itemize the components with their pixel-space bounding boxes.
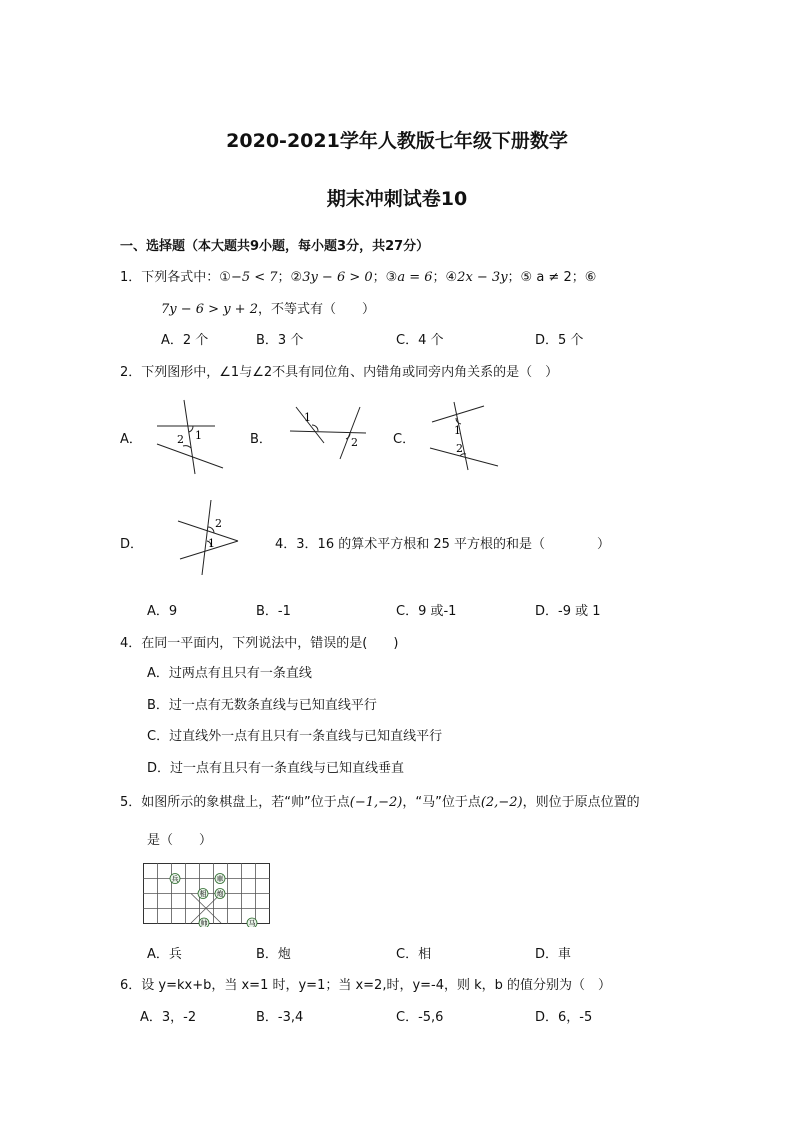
section-header: 一、选择题（本大题共9小题，每小题3分，共27分） bbox=[120, 239, 430, 254]
figure-label-a: A． bbox=[120, 432, 142, 447]
angle-label-2: 2 bbox=[351, 436, 358, 449]
question-6-stem: 6．设 y=kx+b，当 x=1 时，y=1；当 x=2,时，y=-4，则 k，b 的值分别为（ ） bbox=[120, 978, 612, 993]
question-2-stem: 2．下列图形中，∠1与∠2不具有同位角、内错角或同旁内角关系的是（ ） bbox=[120, 365, 559, 380]
question-stem: ，“马”位于点 bbox=[402, 795, 481, 810]
question-5-line-2: 是（ ） bbox=[147, 833, 213, 848]
question-stem: 下列各式中：① bbox=[141, 270, 231, 285]
title-line-1: 2020-2021学年人教版七年级下册数学 bbox=[226, 130, 568, 152]
question-4-stem: 4．在同一平面内，下列说法中，错误的是( ) bbox=[120, 636, 399, 651]
option-c: C．4 个 bbox=[396, 333, 444, 348]
expr-2: 3y − 6 > 0 bbox=[302, 270, 373, 285]
figure-d bbox=[170, 497, 245, 577]
figure-label-c: C． bbox=[393, 432, 416, 447]
piece-ju: 車 bbox=[216, 875, 224, 883]
angle-label-1: 1 bbox=[195, 429, 202, 442]
question-stem-tail: ，不等式有（ ） bbox=[257, 302, 375, 317]
figure-label-b: B． bbox=[250, 432, 272, 447]
separator: ；② bbox=[277, 270, 303, 285]
option-a: A．兵 bbox=[147, 947, 182, 962]
question-1-line-1 bbox=[120, 270, 596, 286]
angle-label-1: 1 bbox=[208, 537, 215, 550]
angle-label-1: 1 bbox=[304, 411, 311, 424]
option-c: C．过直线外一点有且只有一条直线与已知直线平行 bbox=[147, 729, 443, 744]
question-1-line-2 bbox=[161, 302, 375, 318]
option-a: A．2 个 bbox=[161, 333, 209, 348]
point-2: (2,−2) bbox=[480, 795, 523, 810]
separator: ；③ bbox=[372, 270, 398, 285]
separator: ；⑤ a ≠ 2；⑥ bbox=[507, 270, 597, 285]
expr-3: a = 6 bbox=[397, 270, 433, 285]
chess-board-figure bbox=[143, 863, 271, 927]
option-c: C．相 bbox=[396, 947, 432, 962]
question-stem: 5．如图所示的象棋盘上，若“帅”位于点 bbox=[120, 795, 350, 810]
piece-pao: 炮 bbox=[216, 890, 224, 898]
option-c: C．9 或-1 bbox=[396, 604, 457, 619]
option-b: B．-1 bbox=[256, 604, 291, 619]
figure-a bbox=[155, 398, 230, 478]
question-stem: ，则位于原点位置的 bbox=[522, 795, 640, 810]
question-3-stem: 4．3．16 的算术平方根和 25 平方根的和是（ ） bbox=[275, 537, 611, 552]
angle-label-2: 2 bbox=[215, 517, 222, 530]
piece-xiang: 相 bbox=[199, 890, 207, 898]
option-b: B．3 个 bbox=[256, 333, 304, 348]
piece-bing: 兵 bbox=[171, 875, 179, 883]
figure-label-d: D． bbox=[120, 537, 144, 552]
expr-1: −5 < 7 bbox=[230, 270, 278, 285]
option-c: C．-5,6 bbox=[396, 1010, 444, 1025]
option-a: A．过两点有且只有一条直线 bbox=[147, 666, 312, 681]
title-line-2: 期末冲刺试卷10 bbox=[326, 188, 468, 210]
angle-label-1: 1 bbox=[454, 424, 461, 437]
piece-shuai: 帅 bbox=[200, 919, 208, 927]
question-number: 1． bbox=[120, 270, 142, 285]
angle-label-2: 2 bbox=[456, 442, 463, 455]
angle-label-2: 2 bbox=[177, 433, 184, 446]
piece-ma: 马 bbox=[248, 919, 256, 927]
option-d: D．6，-5 bbox=[535, 1010, 593, 1025]
point-1: (−1,−2) bbox=[349, 795, 403, 810]
option-d: D．过一点有且只有一条直线与已知直线垂直 bbox=[147, 761, 405, 776]
option-d: D．-9 或 1 bbox=[535, 604, 601, 619]
option-b: B．过一点有无数条直线与已知直线平行 bbox=[147, 698, 377, 713]
option-b: B．-3,4 bbox=[256, 1010, 304, 1025]
figure-c bbox=[428, 400, 503, 475]
option-d: D．5 个 bbox=[535, 333, 584, 348]
option-d: D．車 bbox=[535, 947, 572, 962]
expr-6: 7y − 6 > y + 2 bbox=[161, 302, 258, 317]
question-5-line-1 bbox=[120, 795, 640, 811]
option-b: B．炮 bbox=[256, 947, 291, 962]
option-a: A．3，-2 bbox=[140, 1010, 197, 1025]
option-a: A．9 bbox=[147, 604, 178, 619]
figure-b bbox=[288, 403, 378, 463]
separator: ；④ bbox=[432, 270, 458, 285]
expr-4: 2x − 3y bbox=[457, 270, 508, 285]
